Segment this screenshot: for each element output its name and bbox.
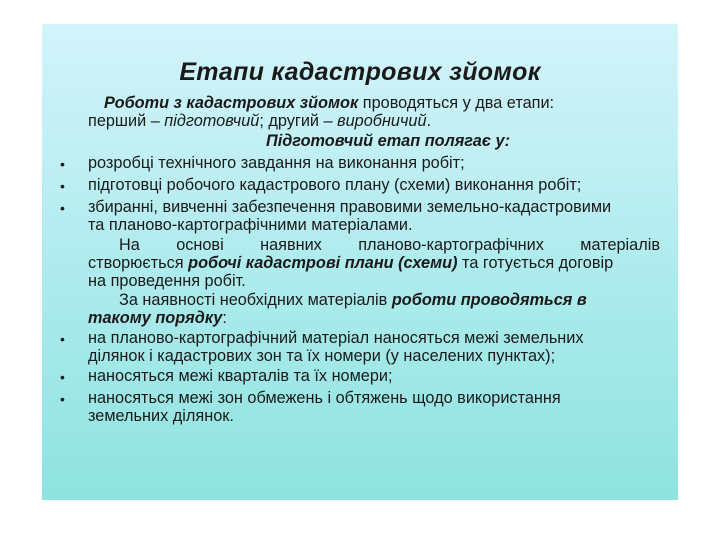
- intro-line-2: [88, 111, 660, 131]
- para2-line-2: [88, 308, 660, 328]
- para1-emphasis: робочі кадастрові плани (схеми): [188, 254, 458, 272]
- list-item-cont: ділянок і кадастрових зон та їх номери (у населених пунктах);: [88, 347, 556, 365]
- para2-line-1: [119, 290, 660, 310]
- bullet-icon: •: [60, 331, 65, 347]
- para1-line-2: [88, 253, 660, 273]
- bullet-icon: •: [60, 391, 65, 407]
- para1-text: створюється: [88, 254, 189, 272]
- slide-title: Етапи кадастрових зйомок: [179, 58, 541, 86]
- bullet-icon: •: [60, 156, 65, 172]
- para1-text: та готується договір: [457, 254, 614, 272]
- para2-text: :: [222, 309, 227, 327]
- bullet-icon: •: [60, 369, 65, 385]
- intro-text: перший –: [88, 112, 165, 130]
- list-item: на планово-картографічний матеріал наносяться межі земельних: [88, 329, 584, 347]
- list-item-cont: земельних ділянок.: [88, 407, 234, 425]
- intro-line-1: [88, 93, 660, 113]
- list-item: розробці технічного завдання на виконання робіт;: [88, 154, 465, 172]
- para1-line-1: На основі наявних планово-картографічних матеріалів: [119, 236, 660, 254]
- list-item: наносяться межі кварталів та їх номери;: [88, 367, 393, 385]
- para2-emphasis: роботи проводяться в: [391, 291, 587, 309]
- slide: [42, 24, 678, 500]
- intro-lead-rest: проводяться у два етапи:: [358, 94, 555, 112]
- intro-stage-2: виробничий: [337, 112, 427, 130]
- intro-stage-1: підготовчий: [164, 112, 260, 130]
- para1-line-3: на проведення робіт.: [88, 272, 246, 290]
- list-item: наносяться межі зон обмежень і обтяжень щодо використання: [88, 389, 561, 407]
- para2-text: За наявності необхідних матеріалів: [119, 291, 392, 309]
- list-item-cont: та планово-картографічними матеріалами.: [88, 216, 413, 234]
- list-item: збиранні, вивченні забезпечення правовими земельно-кадастровими: [88, 198, 612, 216]
- para2-emphasis: такому порядку: [88, 309, 223, 327]
- list-item: підготовці робочого кадастрового плану (схеми) виконання робіт;: [88, 176, 582, 194]
- intro-lead: Роботи з кадастрових зйомок: [104, 94, 359, 112]
- bullet-icon: •: [60, 200, 65, 216]
- subheading: Підготовчий етап полягає у:: [265, 132, 511, 150]
- intro-text: ; другий –: [259, 112, 338, 130]
- bullet-icon: •: [60, 178, 65, 194]
- intro-text: .: [426, 112, 432, 130]
